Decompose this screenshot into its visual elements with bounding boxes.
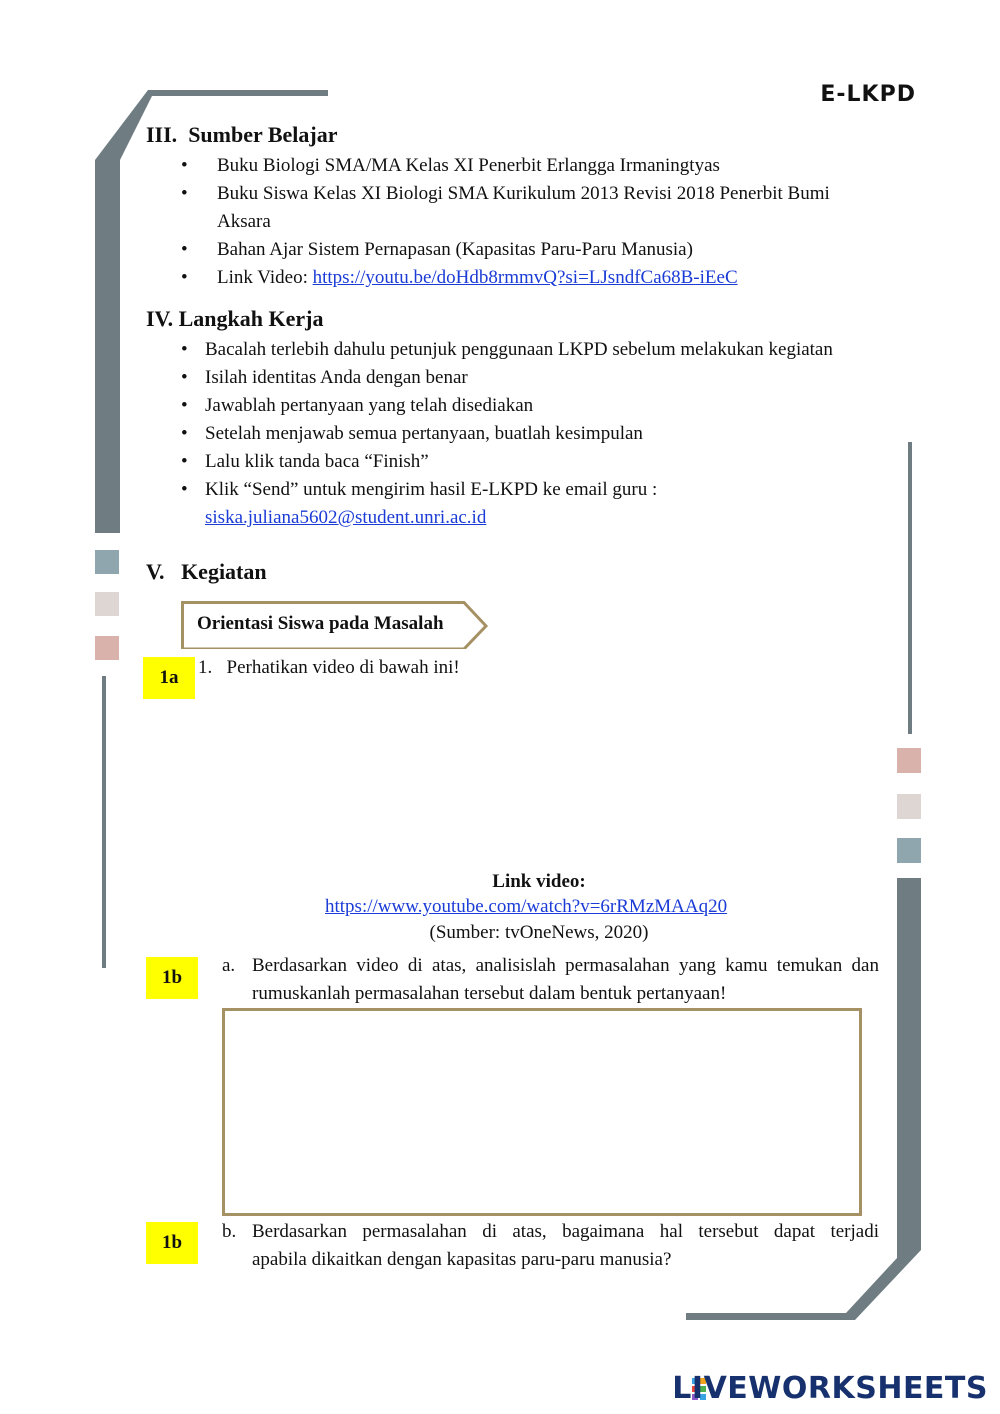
section-5-number: V. <box>146 559 165 584</box>
list-item: • Buku Siswa Kelas XI Biologi SMA Kurikulum 2013 Revisi 2018 Penerbit Bumi <box>217 180 882 208</box>
bullet-icon: • <box>181 367 188 388</box>
question-1-number: 1. <box>198 657 213 678</box>
right-square-light <box>897 794 921 819</box>
question-b-line-1: Berdasarkan permasalahan di atas, bagaimana hal tersebut dapat terjadi <box>252 1221 879 1242</box>
question-b-line-2: apabila dikaitkan dengan kapasitas paru-paru manusia? <box>252 1249 672 1270</box>
email-link[interactable]: siska.juliana5602@student.unri.ac.id <box>205 507 487 528</box>
list-item <box>181 264 882 292</box>
section-4-list <box>181 336 895 532</box>
list-item: • Buku Biologi SMA/MA Kelas XI Penerbit Erlangga Irmaningtyas <box>217 152 882 180</box>
bullet-icon: • <box>181 183 188 204</box>
video-source: (Sumber: tvOneNews, 2020) <box>429 922 649 943</box>
question-1-text: Perhatikan video di bawah ini! <box>226 657 460 678</box>
bullet-icon: • <box>181 267 188 288</box>
answer-box-a[interactable] <box>222 1008 862 1216</box>
section-3-number: III. <box>146 122 178 147</box>
question-a-text <box>252 952 879 1008</box>
liveworksheets-brand: LIVEWORKSHEETS <box>672 1371 988 1406</box>
question-1 <box>198 654 460 682</box>
section-4-title: Langkah Kerja <box>178 306 324 331</box>
bullet-icon: • <box>181 339 188 360</box>
video-prefix: Link Video: <box>217 267 313 288</box>
list-item: • Bahan Ajar Sistem Pernapasan (Kapasitas Paru-Paru Manusia) <box>217 236 882 264</box>
tag-1a: 1a <box>143 657 195 699</box>
section-5-title: Kegiatan <box>181 559 267 584</box>
bullet-icon: • <box>181 395 188 416</box>
bullet-icon: • <box>181 239 188 260</box>
page-title: E-LKPD <box>820 82 916 107</box>
section-4-heading <box>146 306 323 332</box>
list-item: • Isilah identitas Anda dengan benar <box>205 364 895 392</box>
youtube-link[interactable]: https://www.youtube.com/watch?v=6rRMzMAAq20 <box>325 896 728 917</box>
section-5-heading <box>146 559 267 585</box>
left-square-pink <box>95 636 119 660</box>
list-item-continuation <box>205 504 895 532</box>
video-caption: Link video: <box>492 871 586 892</box>
section-4-number: IV. <box>146 306 174 331</box>
bullet-icon: • <box>181 479 188 500</box>
left-square-blue <box>95 550 119 574</box>
bullet-icon: • <box>181 451 188 472</box>
bullet-icon: • <box>181 155 188 176</box>
list-item-continuation: Aksara <box>217 211 271 232</box>
section-3-heading <box>146 122 338 148</box>
list-item: • Klik “Send” untuk mengirim hasil E-LKPD ke email guru : <box>205 476 895 504</box>
section-3-list <box>181 152 882 292</box>
section-3-title: Sumber Belajar <box>188 122 338 147</box>
right-frame-thin-line <box>908 442 912 734</box>
video-link[interactable]: https://youtu.be/doHdb8rmmvQ?si=LJsndfCa68B-iEeC <box>312 267 738 288</box>
list-item: • Jawablah pertanyaan yang telah disediakan <box>205 392 895 420</box>
list-item: • Setelah menjawab semua pertanyaan, buatlah kesimpulan <box>205 420 895 448</box>
question-a-line-1: Berdasarkan video di atas, analisislah permasalahan yang kamu temukan dan <box>252 955 879 976</box>
tag-1b-a: 1b <box>146 957 198 999</box>
right-square-blue <box>897 838 921 863</box>
list-item: • Lalu klik tanda baca “Finish” <box>205 448 895 476</box>
right-square-pink <box>897 748 921 773</box>
left-square-light <box>95 592 119 616</box>
tag-1b-b: 1b <box>146 1222 198 1264</box>
question-b-text <box>252 1218 879 1274</box>
bullet-icon: • <box>181 423 188 444</box>
question-b-letter: b. <box>222 1221 237 1242</box>
question-a-line-2: rumuskanlah permasalahan tersebut dalam bentuk pertanyaan! <box>252 983 727 1004</box>
question-a-letter: a. <box>222 955 236 976</box>
orientation-label: Orientasi Siswa pada Masalah <box>197 613 444 634</box>
list-item: • Bacalah terlebih dahulu petunjuk penggunaan LKPD sebelum melakukan kegiatan <box>205 336 895 364</box>
